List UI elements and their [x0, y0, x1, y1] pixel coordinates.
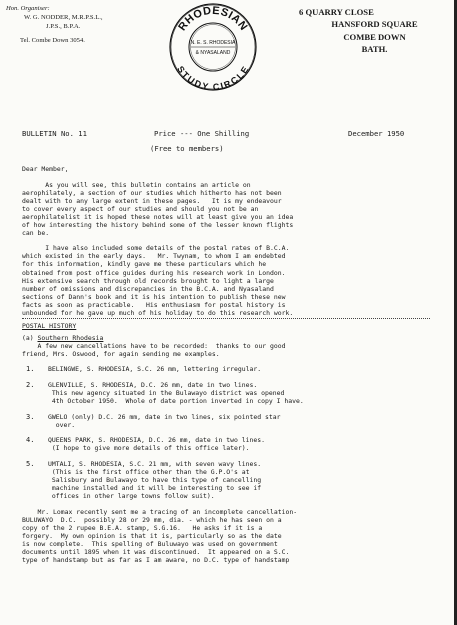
bulletin-free-note: (Free to members)	[150, 144, 224, 153]
text-line: aerophilatelist it is hoped these notes will at least give you an idea	[22, 212, 294, 221]
cancellation-item	[22, 413, 444, 429]
organiser-block	[6, 4, 166, 45]
cancellation-item	[22, 460, 444, 500]
text-line: His extensive search through old records brought to light a large	[22, 276, 274, 285]
paragraph-aerophilately	[22, 181, 444, 237]
text-line: As you will see, this bulletin contains an article on	[22, 180, 251, 189]
seal-top-text: RHODESIAN	[176, 4, 250, 34]
bulletin-date: December 1950	[348, 129, 405, 138]
salutation: Dear Member,	[22, 165, 69, 173]
subsection-title: Southern Rhodesia	[37, 333, 104, 342]
section-divider	[22, 318, 430, 319]
text-line: is now complete. This spelling of Buluwayo was used on government	[22, 539, 278, 548]
svg-text:STUDY CIRCLE	[175, 64, 251, 92]
seal-inner-line2: & NYASALAND	[195, 50, 231, 56]
text-line: Mr. Lomax recently sent me a tracing of an incomplete cancellation-	[22, 507, 298, 516]
text-line: A few new cancellations have to be recorded: thanks to our good	[22, 341, 286, 350]
text-line: (This is the first office other than the G.P.O's at	[48, 467, 250, 476]
item-number: 1.	[26, 365, 35, 374]
address-block	[297, 6, 452, 56]
bulletin-number: BULLETIN No. 11	[22, 129, 87, 138]
text-line: which existed in the early days. Mr. Twynam, to whom I am endebted	[22, 252, 286, 261]
section-heading-postal-history: POSTAL HISTORY	[22, 321, 77, 330]
study-circle-seal-logo	[168, 2, 258, 92]
text-line: QUEENS PARK, S. RHODESIA, D.C. 26 mm, date in two lines.	[48, 436, 266, 445]
text-line: over.	[48, 420, 76, 429]
text-line: machine installed and it will be interesting to see if	[48, 484, 262, 492]
seal-inner-line1: N. E. S. RHODESIA	[190, 40, 236, 46]
text-line: offices in other large towns follow suit).	[48, 492, 215, 501]
organiser-role: Hon. Organiser:	[6, 5, 50, 12]
address-line: HANSFORD SQUARE	[331, 19, 418, 30]
text-line: for this information, kindly gave me these particulars which he	[22, 260, 267, 269]
seal-bottom-text: STUDY CIRCLE	[174, 64, 252, 92]
text-line: dealt with to any large extent in these pages. It is my endeavour	[22, 196, 282, 205]
text-line: facts as soon as practicable. His enthusiasm for postal history is	[22, 300, 286, 309]
letter-body	[22, 165, 444, 564]
text-line: of how interesting the history behind some of the lesser known flights	[22, 220, 294, 229]
item-number: 2.	[26, 381, 35, 390]
address-line: COMBE DOWN	[343, 31, 406, 42]
organiser-telephone: Tel. Combe Down 3054.	[20, 36, 85, 44]
text-line: aerophilately, a section of our studies which hitherto has not been	[22, 188, 282, 197]
cancellation-item	[22, 436, 444, 452]
item-number: 4.	[26, 436, 35, 445]
text-line: copy of the 2 rupee B.E.A. stamp, S.G.16. He asks if it is a	[22, 523, 263, 532]
text-line: obtained from post office guides during his research work in London.	[22, 268, 286, 277]
text-line: BULUWAYO D.C. possibly 28 or 29 mm, dia. - which he has seen on a	[22, 515, 282, 524]
text-line: friend, Mrs. Oswood, for again sending me examples.	[22, 349, 220, 358]
item-number: 5.	[26, 459, 35, 468]
text-line: forgery. My own opinion is that it is, particularly so as the date	[22, 531, 282, 540]
text-line: I have also included some details of the postal rates of B.C.A.	[22, 244, 290, 253]
cancellation-item	[22, 365, 444, 373]
item-number: 3.	[26, 412, 35, 421]
svg-text:RHODESIAN	[176, 5, 249, 33]
paragraph-buluwayo	[22, 508, 444, 564]
text-line: BELINGWE, S. RHODESIA, S.C. 26 mm, lettering irregular.	[48, 365, 262, 374]
text-line: GLENVILLE, S. RHODESIA, D.C. 26 mm, date in two lines.	[48, 381, 258, 390]
text-line: UMTALI, S. RHODESIA, S.C. 21 mm, with seven wavy lines.	[48, 459, 262, 468]
subsection-label: (a)	[22, 333, 38, 342]
organiser-qualifications: J.P.S., B.P.A.	[46, 23, 81, 31]
subsection-heading	[22, 334, 444, 342]
text-line: number of omissions and discrepancies in the B.C.A. and Nyasaland	[22, 284, 274, 293]
text-line: can be.	[22, 228, 50, 237]
text-line: Salisbury and Bulawayo to have this type of cancelling	[48, 475, 262, 484]
text-line: 4th October 1950. Whole of date portion inverted in copy I have.	[48, 397, 304, 406]
text-line: sections of Dann's book and it is his intention to publish these new	[22, 292, 286, 301]
text-line: documents until 1895 when it was discontinued. It appeared on a S.C.	[22, 547, 290, 556]
organiser-name: W. G. NODDER, M.R.P.S.L.,	[24, 14, 103, 22]
text-line: unbounded for he gave up much of his holiday to do this research work.	[22, 308, 294, 317]
text-line: (I hope to give more details of this office later).	[48, 444, 250, 453]
cancellation-item	[22, 381, 444, 405]
bulletin-price: Price --- One Shilling	[154, 129, 250, 138]
address-line: BATH.	[361, 44, 388, 55]
text-line: This new agency situated in the Bulawayo district was opened	[48, 389, 285, 398]
address-line: 6 QUARRY CLOSE	[299, 7, 374, 17]
text-line: type of handstamp but as far as I am aware, no D.C. type of handstamp	[22, 555, 290, 564]
paragraph-postal-rates	[22, 244, 444, 316]
text-line: GWELO (only) D.C. 26 mm, date in two lines, six pointed star	[48, 412, 281, 421]
text-line: to cover every aspect of our studies and should you not be an	[22, 204, 259, 213]
